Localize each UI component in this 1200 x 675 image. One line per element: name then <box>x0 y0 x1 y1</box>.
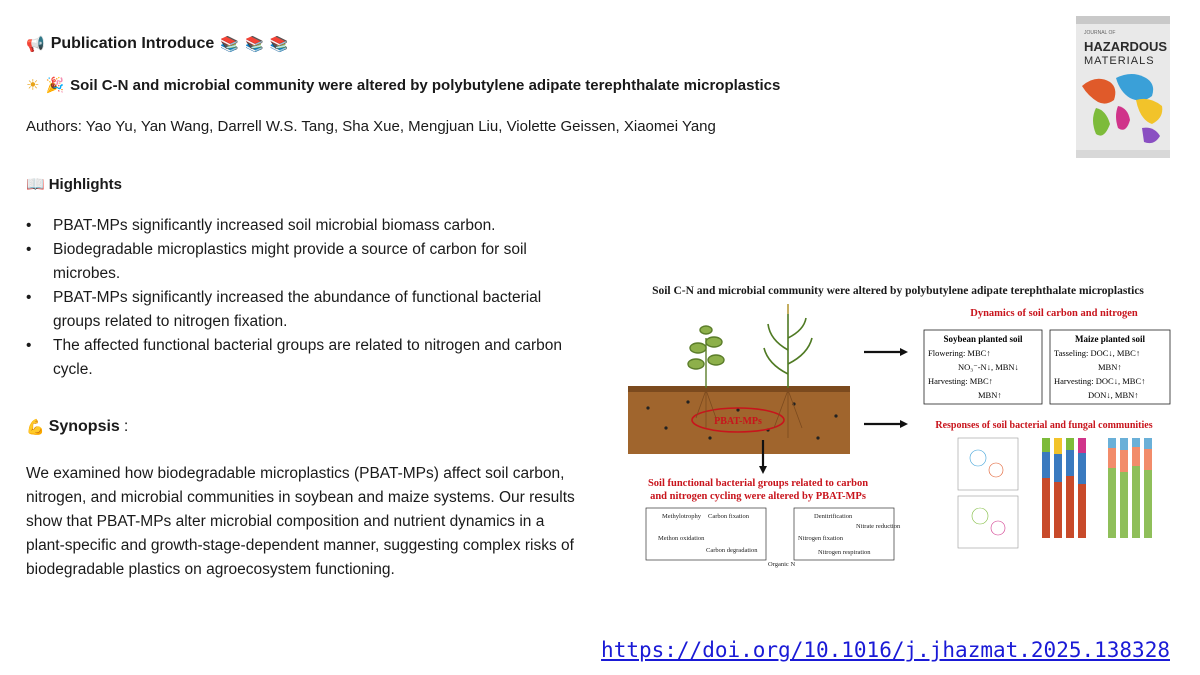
flexed-biceps-icon: 💪 <box>26 418 45 436</box>
books-icon: 📚 <box>244 35 264 53</box>
arrowhead <box>900 420 908 428</box>
cycle-label: Methylotrophy <box>662 513 701 520</box>
paper-title <box>26 76 780 94</box>
highlights-list <box>26 214 586 382</box>
maize-line: Harvesting: DOC↓, MBC↑ <box>1054 376 1146 386</box>
cycle-label: Nitrogen respiration <box>818 549 871 556</box>
books-icon: 📚 <box>220 35 239 53</box>
stacked-bar-plot-bacteria <box>1042 438 1086 538</box>
paper-title-text: Soil C-N and microbial community were altered by polybutylene adipate terephthalate microplastics <box>70 76 781 94</box>
cycle-label: Carbon fixation <box>708 513 749 520</box>
soybean-line: MBN↑ <box>978 390 1002 400</box>
party-popper-icon: 🎉 <box>45 76 65 94</box>
maize-line: MBN↑ <box>1098 362 1122 372</box>
doi-link[interactable]: https://doi.org/10.1016/j.jhazmat.2025.138328 <box>601 638 1170 662</box>
maize-head: Maize planted soil <box>1075 334 1145 344</box>
maize-line: Tasseling: DOC↓, MBC↑ <box>1054 348 1141 358</box>
synopsis-colon: : <box>123 418 129 435</box>
synopsis-heading <box>26 418 128 436</box>
arrowhead <box>759 466 767 474</box>
highlight-item: • PBAT-MPs significantly increased the abundance of functional bacterial groups related to nitrogen fixation. <box>26 286 586 334</box>
cycle-label: Methon oxidation <box>658 535 705 542</box>
soybean-plant-icon <box>688 326 724 388</box>
sun-icon: ☀ <box>26 76 40 94</box>
megaphone-icon: 📢 <box>26 35 45 53</box>
cover-journal-of: JOURNAL OF <box>1084 30 1116 36</box>
cycle-label: Organic N <box>768 561 796 568</box>
cover-journal-sub: MATERIALS <box>1084 55 1155 67</box>
cycle-label: Nitrogen fixation <box>798 535 843 542</box>
soybean-line: Flowering: MBC↑ <box>928 348 991 358</box>
functional-title-2: and nitrogen cycling were altered by PBAT-MPs <box>650 491 866 502</box>
synopsis-heading-text: Synopsis <box>48 418 120 435</box>
dynamics-title: Dynamics of soil carbon and nitrogen <box>970 308 1138 319</box>
soybean-line: NO₃⁻-N↓, MBN↓ <box>958 362 1019 372</box>
stacked-bar-plot-fungi <box>1108 438 1152 538</box>
cycle-label: Nitrate reduction <box>856 523 901 530</box>
synopsis-text: We examined how biodegradable microplastics (PBAT-MPs) affect soil carbon, nitrogen, and microbial communities in soybean and maize systems. Our results show that PBAT-MPs alter microbial composition and nutrient dynamics in a plant-specific and growth-stage-dependent manner, suggesting complex risks of biodegradable plastics on agroecosystem functioning. <box>26 465 575 578</box>
books-icon: 📚 <box>269 35 289 53</box>
highlight-item: • The affected functional bacterial groups are related to nitrogen and carbon cycle. <box>26 334 586 382</box>
responses-title: Responses of soil bacterial and fungal communities <box>935 420 1153 431</box>
highlight-item: • Biodegradable microplastics might provide a source of carbon for soil microbes. <box>26 238 586 286</box>
functional-title-1: Soil functional bacterial groups related to carbon <box>647 478 869 489</box>
open-book-icon: 📖 <box>26 175 45 193</box>
graphic-title: Soil C-N and microbial community were altered by polybutylene adipate terephthalate microplastics <box>652 285 1144 297</box>
graphical-abstract <box>618 278 1178 568</box>
authors-line: Authors: Yao Yu, Yan Wang, Darrell W.S. Tang, Sha Xue, Mengjuan Liu, Violette Geissen, Xiaomei Yang <box>26 118 716 135</box>
cover-journal-name: HAZARDOUS <box>1084 39 1168 54</box>
cycle-label: Carbon degradation <box>706 547 758 554</box>
soil-surface <box>628 386 850 392</box>
highlight-item: • PBAT-MPs significantly increased soil microbial biomass carbon. <box>26 214 586 238</box>
cycle-label: Denitrification <box>814 513 853 520</box>
maize-plant-icon <box>764 304 812 388</box>
soybean-line: Harvesting: MBC↑ <box>928 376 993 386</box>
soybean-head: Soybean planted soil <box>943 334 1023 344</box>
publication-introduce-label: Publication Introduce <box>50 35 215 52</box>
highlights-heading <box>26 175 122 193</box>
highlights-heading-text: Highlights <box>48 175 123 193</box>
arrowhead <box>900 348 908 356</box>
maize-line: DON↓, MBN↑ <box>1088 390 1139 400</box>
ordination-plots <box>958 438 1018 548</box>
pbat-label: PBAT-MPs <box>714 416 762 427</box>
journal-cover-image <box>1076 16 1170 158</box>
publication-introduce-heading <box>26 31 288 57</box>
world-map-art-icon <box>1076 16 1170 158</box>
